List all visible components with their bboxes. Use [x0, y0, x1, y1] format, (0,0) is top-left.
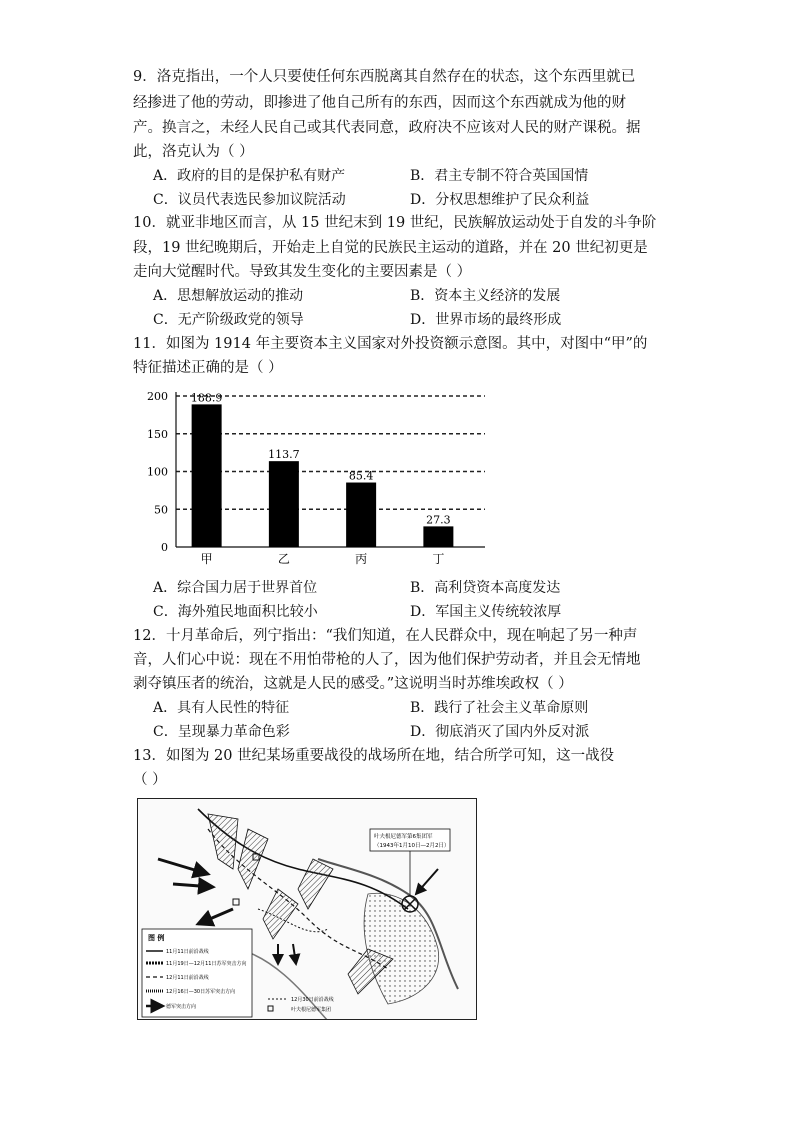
q12-line-2: 音，人们心中说：现在不用怕带枪的人了，因为他们保护劳动者，并且会无情地	[133, 652, 641, 668]
map-box-label-1: 叶夫根尼德军第6集团军	[374, 834, 433, 840]
q12-option-c[interactable]: C．呈现暴力革命色彩	[153, 724, 290, 740]
bar-0	[192, 404, 222, 547]
q10-line-3: 走向大觉醒时代。导致其发生变化的主要因素是（ ）	[133, 264, 472, 280]
q9-line-2: 经掺进了他的劳动，即掺进了他自己所有的东西，因而这个东西就成为他的财	[133, 95, 626, 111]
q12-line-3: 剥夺镇压者的统治，这就是人民的感受。”这说明当时苏维埃政权（ ）	[133, 676, 573, 692]
x-tick-label-2: 丙	[355, 552, 368, 566]
q10-line-2: 段，19 世纪晚期后，开始走上自觉的民族民主运动的道路，并在 20 世纪初更是	[133, 240, 648, 256]
q11-option-d[interactable]: D．军国主义传统较浓厚	[410, 604, 562, 620]
bar-value-label-2: 85.4	[348, 469, 374, 483]
bar-value-label-1: 113.7	[268, 448, 300, 462]
map-legend-item-1: 11月11日前沿战线	[166, 949, 209, 955]
bar-value-label-3: 27.3	[426, 513, 451, 527]
q11-line-2: 特征描述正确的是（ ）	[133, 360, 283, 376]
q9-line-3: 产。换言之，未经人民自己或其代表同意，政府决不应该对人民的财产课税。据	[133, 120, 641, 136]
q12-line-1: 12．十月革命后，列宁指出：“我们知道，在人民群众中，现在响起了另一种声	[133, 628, 638, 644]
map-legend-item-right: 12月30日前沿战线	[291, 997, 334, 1003]
q9-line-4: 此，洛克认为（ ）	[133, 144, 254, 160]
q10-line-1: 10．就亚非地区而言，从 15 世纪末到 19 世纪，民族解放运动处于自发的斗争阶	[133, 215, 657, 231]
x-tick-label-3: 丁	[432, 552, 445, 566]
q12-option-d[interactable]: D．彻底消灭了国内外反对派	[410, 724, 590, 740]
bar-1	[269, 461, 299, 547]
q9-option-c[interactable]: C．议员代表选民参加议院活动	[153, 192, 346, 208]
q13-line-2: （ ）	[133, 772, 167, 788]
q12-option-b[interactable]: B．践行了社会主义革命原则	[410, 700, 589, 716]
q9-option-a[interactable]: A．政府的目的是保护私有财产	[153, 168, 346, 184]
bar-2	[346, 483, 376, 547]
q11-option-c[interactable]: C．海外殖民地面积比较小	[153, 604, 318, 620]
map-legend-item-2: 11月19日—12月11日苏军突击方向	[166, 961, 247, 967]
map-legend-item-3: 12月11日前沿战线	[166, 975, 209, 981]
y-tick-label-3: 150	[147, 427, 168, 441]
map-legend-item-right2: 叶夫根尼德军集团	[291, 1007, 332, 1013]
battle-map	[137, 798, 477, 1020]
map-legend-item-4: 12月16日—30日苏军突击方向	[166, 989, 236, 995]
y-tick-label-4: 200	[147, 390, 168, 403]
x-tick-label-0: 甲	[200, 552, 213, 566]
q12-option-a[interactable]: A．具有人民性的特征	[153, 700, 290, 716]
y-tick-label-1: 50	[154, 503, 168, 517]
map-box-label-2: （1943年1月10日—2月2日）	[374, 843, 450, 849]
q11-option-b[interactable]: B．高利贷资本高度发达	[410, 580, 561, 596]
y-tick-label-0: 0	[161, 541, 168, 554]
bar-value-label-0: 188.9	[190, 391, 223, 405]
q10-option-d[interactable]: D．世界市场的最终形成	[410, 312, 562, 328]
x-tick-label-1: 乙	[277, 552, 290, 566]
q10-option-a[interactable]: A．思想解放运动的推动	[153, 288, 304, 304]
q9-option-d[interactable]: D．分权思想维护了民众利益	[410, 192, 590, 208]
bar-3	[423, 526, 453, 547]
q10-option-b[interactable]: B．资本主义经济的发展	[410, 288, 561, 304]
battle-map-drawing	[138, 799, 477, 1020]
q11-option-a[interactable]: A．综合国力居于世界首位	[153, 580, 318, 596]
q9-line-1: 9．洛克指出，一个人只要使任何东西脱离其自然存在的状态，这个东西里就已	[133, 69, 636, 85]
y-tick-label-2: 100	[147, 465, 168, 479]
q9-option-b[interactable]: B．君主专制不符合英国国情	[410, 168, 589, 184]
q11-line-1: 11．如图为 1914 年主要资本主义国家对外投资额示意图。其中，对图中“甲”的	[133, 336, 648, 352]
map-legend-item-5: 德军突击方向	[166, 1004, 197, 1010]
investment-bar-chart	[140, 384, 500, 569]
q13-line-1: 13．如图为 20 世纪某场重要战役的战场所在地，结合所学可知，这一战役	[133, 748, 615, 764]
map-legend-title: 图 例	[148, 934, 165, 942]
q10-option-c[interactable]: C．无产阶级政党的领导	[153, 312, 304, 328]
